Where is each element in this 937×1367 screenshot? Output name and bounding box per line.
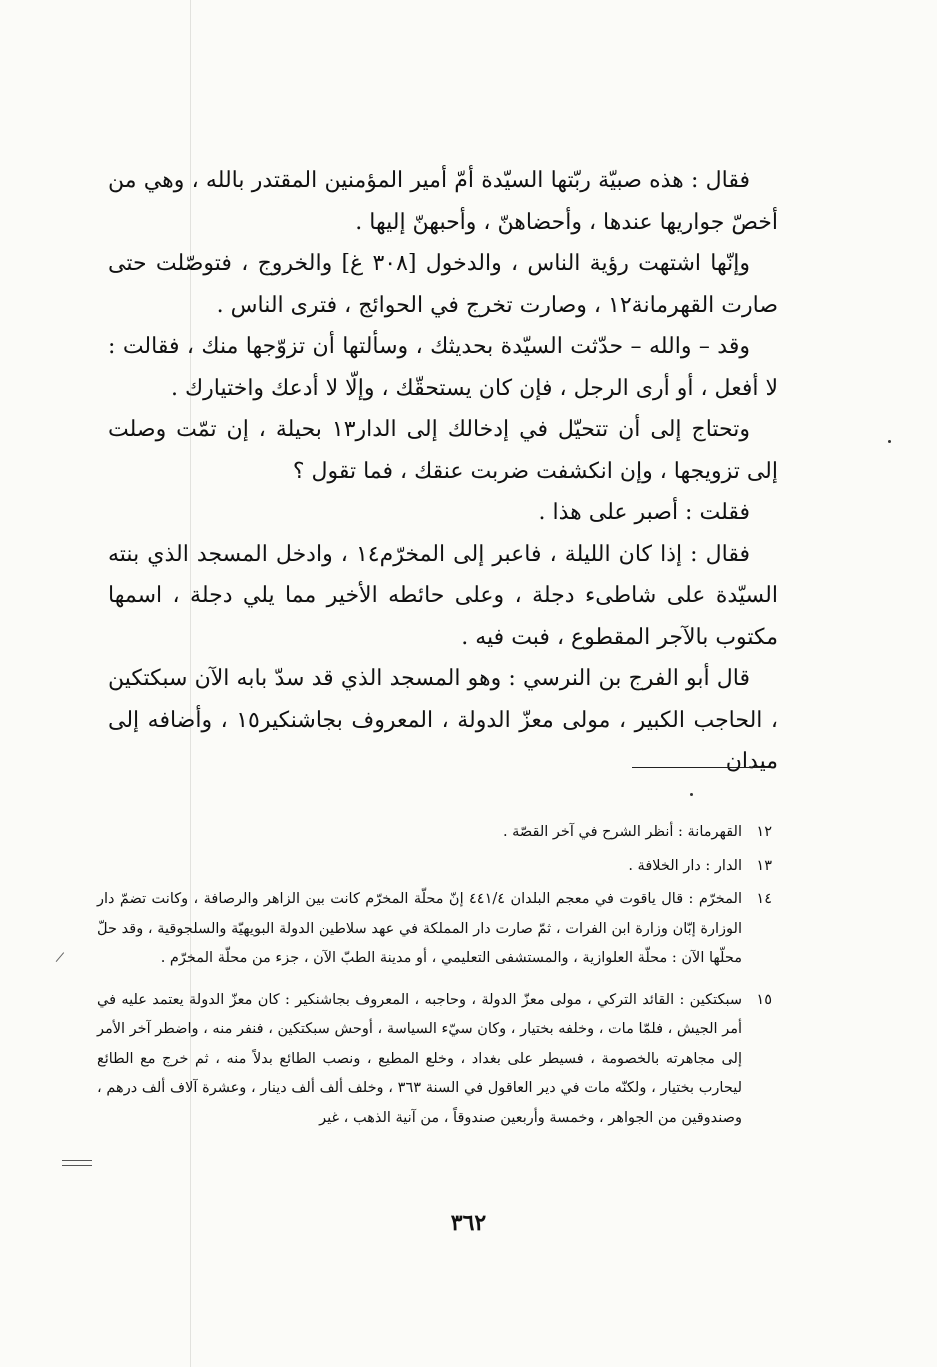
speck	[690, 793, 693, 796]
speck	[888, 440, 891, 443]
paragraph: وقد – والله – حدّثت السيّدة بحديثك ، وسألتها أن تزوّجها منك ، فقالت : لا أفعل ، أو أرى الرجل ، فإن كان يستحقّك ، وإلّا لا أدعك واختيارك .	[108, 334, 778, 401]
footnote-14	[97, 885, 772, 974]
footnote-number: ١٢	[756, 824, 772, 840]
page-number: ٣٦٢	[450, 1210, 487, 1236]
footnote-12	[97, 818, 772, 848]
paragraph: وإنّها اشتهت رؤية الناس ، والدخول [٣٠٨ غ] والخروج ، فتوصّلت حتى صارت القهرمانة١٢ ، وصارت تخرج في الحوائج ، فترى الناس .	[108, 251, 778, 318]
footnote-15	[97, 986, 772, 1134]
paragraph: فقلت : أصبر على هذا .	[538, 500, 750, 525]
footnote-text: القهرمانة : أنظر الشرح في آخر القصّة .	[502, 824, 742, 840]
footnote-13	[97, 852, 772, 882]
paragraph: قال أبو الفرج بن النرسي : وهو المسجد الذي قد سدّ بابه الآن سبكتكين ، الحاجب الكبير ، مولى معزّ الدولة ، المعروف بجاشنكير١٥ ، وأضافه إلى ميدان	[108, 666, 778, 774]
paragraph: فقال : هذه صبيّة ربّتها السيّدة أمّ أمير المؤمنين المقتدر بالله ، وهي من أخصّ جواريها عندها ، وأحضاهنّ ، وأحبهنّ إليها .	[108, 168, 778, 235]
footnote-number: ١٤	[756, 891, 772, 907]
footnote-text: سبكتكين : القائد التركي ، مولى معزّ الدولة ، وحاجبه ، المعروف بجاشنكير : كان معزّ الدولة يعتمد عليه في أمر الجيش ، فلمّا مات ، وخلفه بختيار ، وكان سيّء السياسة ، أوحش سبكتكين ، فنفر منه ، واضطر آخر الأمر إلى مجاهرته بالخصومة ، فسيطر على بغداد ، وخلع المطيع ، ونصب الطائع بدلاً منه ، ثم خرج مع الطائع ليحارب بختيار ، ولكنّه مات في دير العاقول في السنة ٣٦٣ ، وخلف ألف ألف دينار ، وعشرة آلاف ألف درهم ، وصندوقين من الجواهر ، وخمسة وأربعين صندوقاً ، من آنية الذهب ، غير	[97, 991, 742, 1126]
paragraph: فقال : إذا كان الليلة ، فاعبر إلى المخرّم١٤ ، وادخل المسجد الذي بنته السيّدة على شاطىء دجلة ، وعلى حائطه الأخير مما يلي دجلة ، اسمها مكتوب بالآجر المقطوع ، فبت فيه .	[108, 541, 778, 650]
footnote-number: ١٣	[756, 857, 772, 874]
main-text	[108, 160, 778, 783]
footnote-separator	[632, 767, 770, 768]
footnote-text: الدار : دار الخلافة .	[628, 857, 742, 874]
footnote-text: المخرّم : قال ياقوت في معجم البلدان ٤٤١/٤ إنّ محلّة المخرّم كانت بين الزاهر والرصافة ، وكانت تضمّ دار الوزارة إبّان وزارة ابن الفرات ، ثمّ صارت دار المملكة في عهد سلاطين الدولة البويهيّة والسلجوقية ، وقد حلّ محلّها الآن : محلّة العلوازية ، والمستشفى التعليمي ، أو مدينة الطبّ الآن ، جزء من محلّة المخرّم .	[97, 891, 742, 966]
footnotes	[97, 818, 772, 1137]
margin-pencil-mark	[56, 952, 74, 970]
footnote-number: ١٥	[756, 991, 772, 1008]
continuation-mark	[62, 1160, 92, 1168]
paragraph: وتحتاج إلى أن تتحيّل في إدخالك إلى الدار١٣ بحيلة ، إن تمّت وصلت إلى تزويجها ، وإن انكشفت ضربت عنقك ، فما تقول ؟	[108, 417, 778, 484]
